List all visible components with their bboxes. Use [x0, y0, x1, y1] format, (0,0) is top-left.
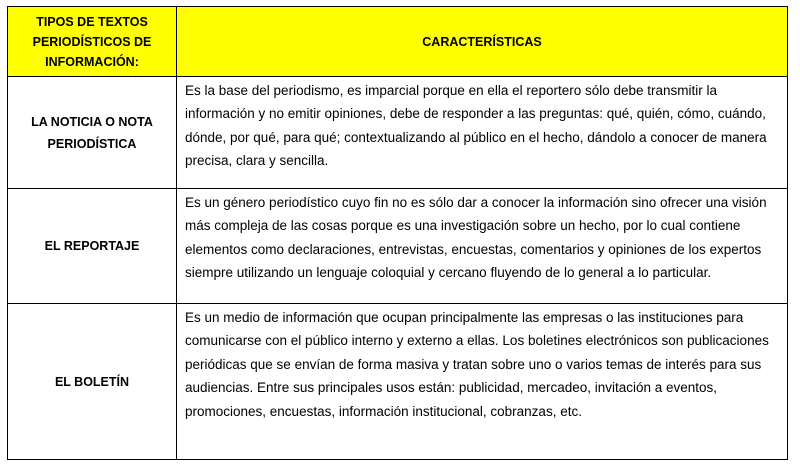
header-type-column: TIPOS DE TEXTOS PERIODÍSTICOS DE INFORMACIÓN: — [8, 7, 177, 77]
row-type-boletin: EL BOLETÍN — [8, 304, 177, 460]
row-description-noticia: Es la base del periodismo, es imparcial porque en ella el reportero sólo debe transmitir la información y no emitir opiniones, debe de responder a las preguntas: qué, quién, cómo, cuándo, dónde, por qué, para qué; contextualizando al público en el hecho, dándolo a conocer de manera precisa, clara y sencilla. — [177, 77, 788, 189]
journalistic-texts-table — [7, 6, 788, 460]
row-description-reportaje: Es un género periodístico cuyo fin no es sólo dar a conocer la información sino ofrecer una visión más compleja de las cosas porque es una investigación sobre un hecho, por lo cual contiene elementos como declaraciones, entrevistas, encuestas, comentarios y opiniones de los expertos siempre utilizando un lenguaje coloquial y cercano fluyendo de lo general a lo particular. — [177, 189, 788, 304]
table-header-row — [8, 7, 788, 77]
row-description-boletin: Es un medio de información que ocupan principalmente las empresas o las instituciones para comunicarse con el público interno y externo a ellas. Los boletines electrónicos son publicaciones periódicas que se envían de forma masiva y tratan sobre uno o varios temas de interés para sus audiencias. Entre sus principales usos están: publicidad, mercadeo, invitación a eventos, promociones, encuestas, información institucional, cobranzas, etc. — [177, 304, 788, 460]
row-type-noticia: LA NOTICIA O NOTA PERIODÍSTICA — [8, 77, 177, 189]
table-row — [8, 77, 788, 189]
table-row — [8, 304, 788, 460]
row-type-reportaje: EL REPORTAJE — [8, 189, 177, 304]
header-characteristics-column: CARACTERÍSTICAS — [177, 7, 788, 77]
table-row — [8, 189, 788, 304]
